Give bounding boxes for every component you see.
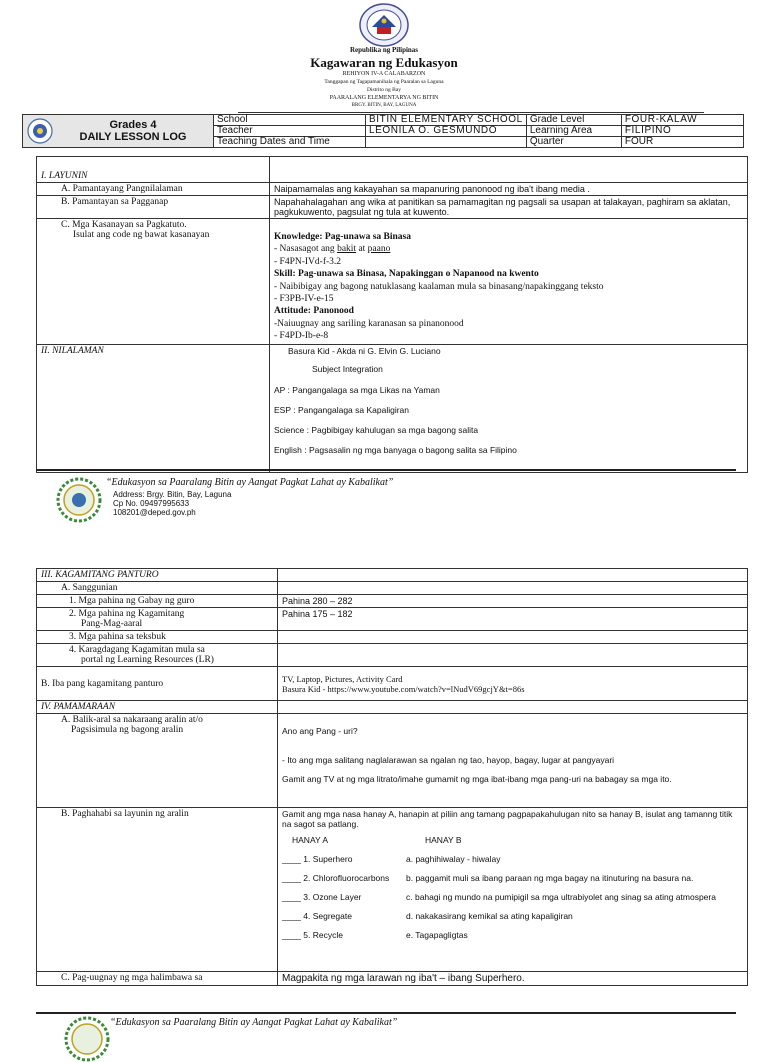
matching-item: ____ 3. Ozone Layer c. bahagi ng mundo na pumipigil sa mga ultrabiyolet ang sinag sa ating atmospera bbox=[282, 892, 716, 902]
review-answer: - Ito ang mga salitang naglalarawan sa ngalan ng tao, hayop, bagay, lugar at pangyayari bbox=[282, 755, 615, 765]
label-line: Pang-Mag-aaral bbox=[81, 619, 143, 629]
row-label bbox=[37, 608, 278, 631]
section-heading: III. KAGAMITANG PANTURO bbox=[37, 569, 278, 582]
school-logo-icon bbox=[64, 1016, 110, 1062]
school-logo-icon bbox=[56, 477, 102, 523]
info-value bbox=[366, 137, 527, 148]
section-heading: I. LAYUNIN bbox=[37, 157, 270, 183]
matching-cell bbox=[278, 808, 748, 972]
attitude-text: -Naiuugnay ang sariling karanasan sa pinanonood bbox=[274, 318, 464, 329]
info-value: FILIPINO bbox=[621, 126, 743, 137]
integration-science: Science : Pagbibigay kahulugan sa mga bagong salita bbox=[274, 424, 479, 435]
row-value: Pahina 175 – 182 bbox=[278, 608, 748, 631]
attitude-code: - F4PD-Ib-e-8 bbox=[274, 331, 329, 342]
row-value: Naipamamalas ang kakayahan sa mapanuring panonood ng iba't ibang media . bbox=[270, 183, 748, 196]
header-school: PAARALANG ELEMENTARYA NG BITIN bbox=[329, 95, 439, 101]
row-label: A. Sanggunian bbox=[37, 582, 278, 595]
header-office: Tanggapan ng Tagapamanihala ng Paaralan sa Laguna bbox=[324, 79, 444, 85]
blank-cell bbox=[270, 157, 748, 183]
hanay-headers bbox=[282, 835, 743, 845]
info-key: Grade Level bbox=[526, 115, 621, 126]
hanay-a-header: HANAY A bbox=[292, 835, 329, 845]
matching-item: ____ 4. Segregate d. nakakasirang kemikal sa ating kapaligiran bbox=[282, 911, 573, 921]
info-value: FOUR-KALAW bbox=[621, 115, 743, 126]
email-line: 108201@deped.gov.ph bbox=[113, 508, 196, 517]
matching-item: ____ 2. Chlorofluorocarbons b. paggamit muli sa ibang paraan ng mga bagay na itinuturing na basura na. bbox=[282, 873, 694, 883]
header-rule bbox=[238, 112, 704, 113]
section-heading: IV. PAMAMARAAN bbox=[37, 701, 278, 714]
row-value: Pahina 280 – 282 bbox=[278, 595, 748, 608]
blank-cell bbox=[278, 569, 748, 582]
review-cell bbox=[278, 714, 748, 808]
footer-rule bbox=[36, 469, 736, 471]
label-line: portal ng Learning Resources (LR) bbox=[81, 655, 214, 665]
competencies-cell bbox=[270, 219, 748, 345]
materials-procedure-table bbox=[36, 568, 748, 986]
matching-item: ____ 5. Recycle e. Tagapagligtas bbox=[282, 930, 468, 940]
deped-seal bbox=[358, 3, 410, 47]
blank-cell bbox=[278, 631, 748, 644]
hanay-b-header: HANAY B bbox=[425, 835, 462, 845]
footer-motto: “Edukasyon sa Paaralang Bitin ay Aangat Pagkat Lahat ay Kabalikat” bbox=[106, 477, 394, 488]
knowledge-code: - F4PN-IVd-f-3.2 bbox=[274, 256, 342, 267]
info-key: Teaching Dates and Time bbox=[214, 137, 366, 148]
info-key: Teacher bbox=[214, 126, 366, 137]
row-value bbox=[278, 667, 748, 701]
footer-motto: “Edukasyon sa Paaralang Bitin ay Aangat Pagkat Lahat ay Kabalikat” bbox=[110, 1017, 398, 1028]
attitude-head: Attitude: Panonood bbox=[274, 306, 354, 317]
info-value: FOUR bbox=[621, 137, 743, 148]
integration-english: English : Pagsasalin ng mga banyaga o bagong salita sa Filipino bbox=[274, 444, 517, 455]
blank-cell bbox=[278, 644, 748, 667]
knowledge-head: Knowledge: Pag-unawa sa Binasa bbox=[274, 232, 411, 242]
integration-ap: AP : Pangangalaga sa mga Likas na Yaman bbox=[274, 384, 440, 395]
row-label: 1. Mga pahina ng Gabay ng guro bbox=[37, 595, 278, 608]
info-value: BITIN ELEMENTARY SCHOOL bbox=[366, 115, 527, 126]
matching-instructions: Gamit ang mga nasa hanay A, hanapin at piliin ang tamang pagpapakahulugan nito sa hanay B, isulat ang tamanng titik na sagot sa patlang. bbox=[282, 809, 733, 829]
row-label bbox=[37, 714, 278, 808]
objectives-table bbox=[36, 156, 748, 473]
label-line: 2. Mga pahina ng Kagamitang bbox=[69, 609, 185, 619]
grades-label: Grades 4 bbox=[109, 119, 157, 131]
lesson-info-table bbox=[22, 114, 744, 148]
cp-line: Cp No. 09497995633 bbox=[113, 499, 190, 508]
skill-text: - Naibibigay ang bagong natuklasang kaalaman mula sa binasang/napakinggang teksto bbox=[274, 281, 604, 292]
row-label bbox=[37, 644, 278, 667]
blank-cell bbox=[278, 701, 748, 714]
info-key: Learning Area bbox=[526, 126, 621, 137]
materials-line: TV, Laptop, Pictures, Activity Card bbox=[282, 673, 403, 684]
label-line: Pagsisimula ng bagong aralin bbox=[71, 725, 184, 735]
footer-address bbox=[113, 490, 231, 517]
row-label bbox=[37, 219, 270, 345]
info-value: LEONILA O. GESMUNDO bbox=[366, 126, 527, 137]
footer-rule bbox=[36, 1012, 736, 1014]
info-key: Quarter bbox=[526, 137, 621, 148]
row-value: Magpakita ng mga larawan ng iba't – ibang Superhero. bbox=[278, 972, 748, 986]
video-link[interactable]: Basura Kid - https://www.youtube.com/watch?v=lNudV69gcjY&t=86s bbox=[282, 683, 525, 694]
story-title: Basura Kid - Akda ni G. Elvin G. Luciano bbox=[288, 345, 441, 356]
skill-head: Skill: Pag-unawa sa Binasa, Napakinggan o Napanood na kwento bbox=[274, 269, 539, 280]
row-value: Napahahalagahan ang wika at panitikan sa pamamagitan ng pagsali sa usapan at talakayan, paghiram sa aklatan, pagkukuwento, pagsulat ng tula at kuwento. bbox=[270, 196, 748, 219]
header-region: REHIYON IV-A CALABARZON bbox=[342, 71, 426, 77]
review-activity: Gamit ang TV at ng mga litrato/imahe gumamit ng mga ibat-ibang mga pang-uri na babagay sa mga ito. bbox=[282, 774, 672, 784]
header-republic: Republika ng Pilipinas bbox=[349, 46, 419, 54]
header-agency: Kagawaran ng Edukasyon bbox=[310, 55, 458, 70]
review-question: Ano ang Pang - uri? bbox=[282, 726, 358, 736]
grade-cell bbox=[23, 115, 214, 148]
info-key: School bbox=[214, 115, 366, 126]
address-line: Address: Brgy. Bitin, Bay, Laguna bbox=[113, 490, 232, 499]
label-line: 4. Karagdagang Kagamitan mula sa bbox=[69, 645, 205, 655]
header-district: Distrito ng Bay bbox=[367, 87, 401, 93]
school-logo-icon bbox=[27, 118, 53, 144]
row-label: 3. Mga pahina sa teksbuk bbox=[37, 631, 278, 644]
row-label: B. Iba pang kagamitang panturo bbox=[37, 667, 278, 701]
section-heading: II. NILALAMAN bbox=[37, 344, 270, 472]
integration-esp: ESP : Pangangalaga sa Kapaligiran bbox=[274, 404, 409, 415]
integration-title: Subject Integration bbox=[312, 363, 383, 374]
row-label: A. Pamantayang Pangnilalaman bbox=[37, 183, 270, 196]
dll-title: DAILY LESSON LOG bbox=[79, 131, 187, 143]
row-label: B. Paghahabi sa layunin ng aralin bbox=[37, 808, 278, 972]
row-label: B. Pamantayan sa Pagganap bbox=[37, 196, 270, 219]
blank-cell bbox=[278, 582, 748, 595]
label-line: A. Balik-aral sa nakaraang aralin at/o bbox=[61, 715, 203, 725]
c-label-line: C. Mga Kasanayan sa Pagkatuto. bbox=[61, 220, 187, 230]
row-label: C. Pag-uugnay ng mga halimbawa sa bbox=[37, 972, 278, 986]
content-cell bbox=[270, 344, 748, 472]
knowledge-text: - Nasasagot ang bakit at paano bbox=[274, 244, 391, 255]
header-address: BRGY. BITIN, BAY, LAGUNA bbox=[351, 103, 417, 108]
c-label-line: Isulat ang code ng bawat kasanayan bbox=[73, 230, 210, 240]
skill-code: - F3PB-IV-e-15 bbox=[274, 294, 334, 305]
matching-item: ____ 1. Superhero a. paghihiwalay - hiwalay bbox=[282, 854, 501, 864]
